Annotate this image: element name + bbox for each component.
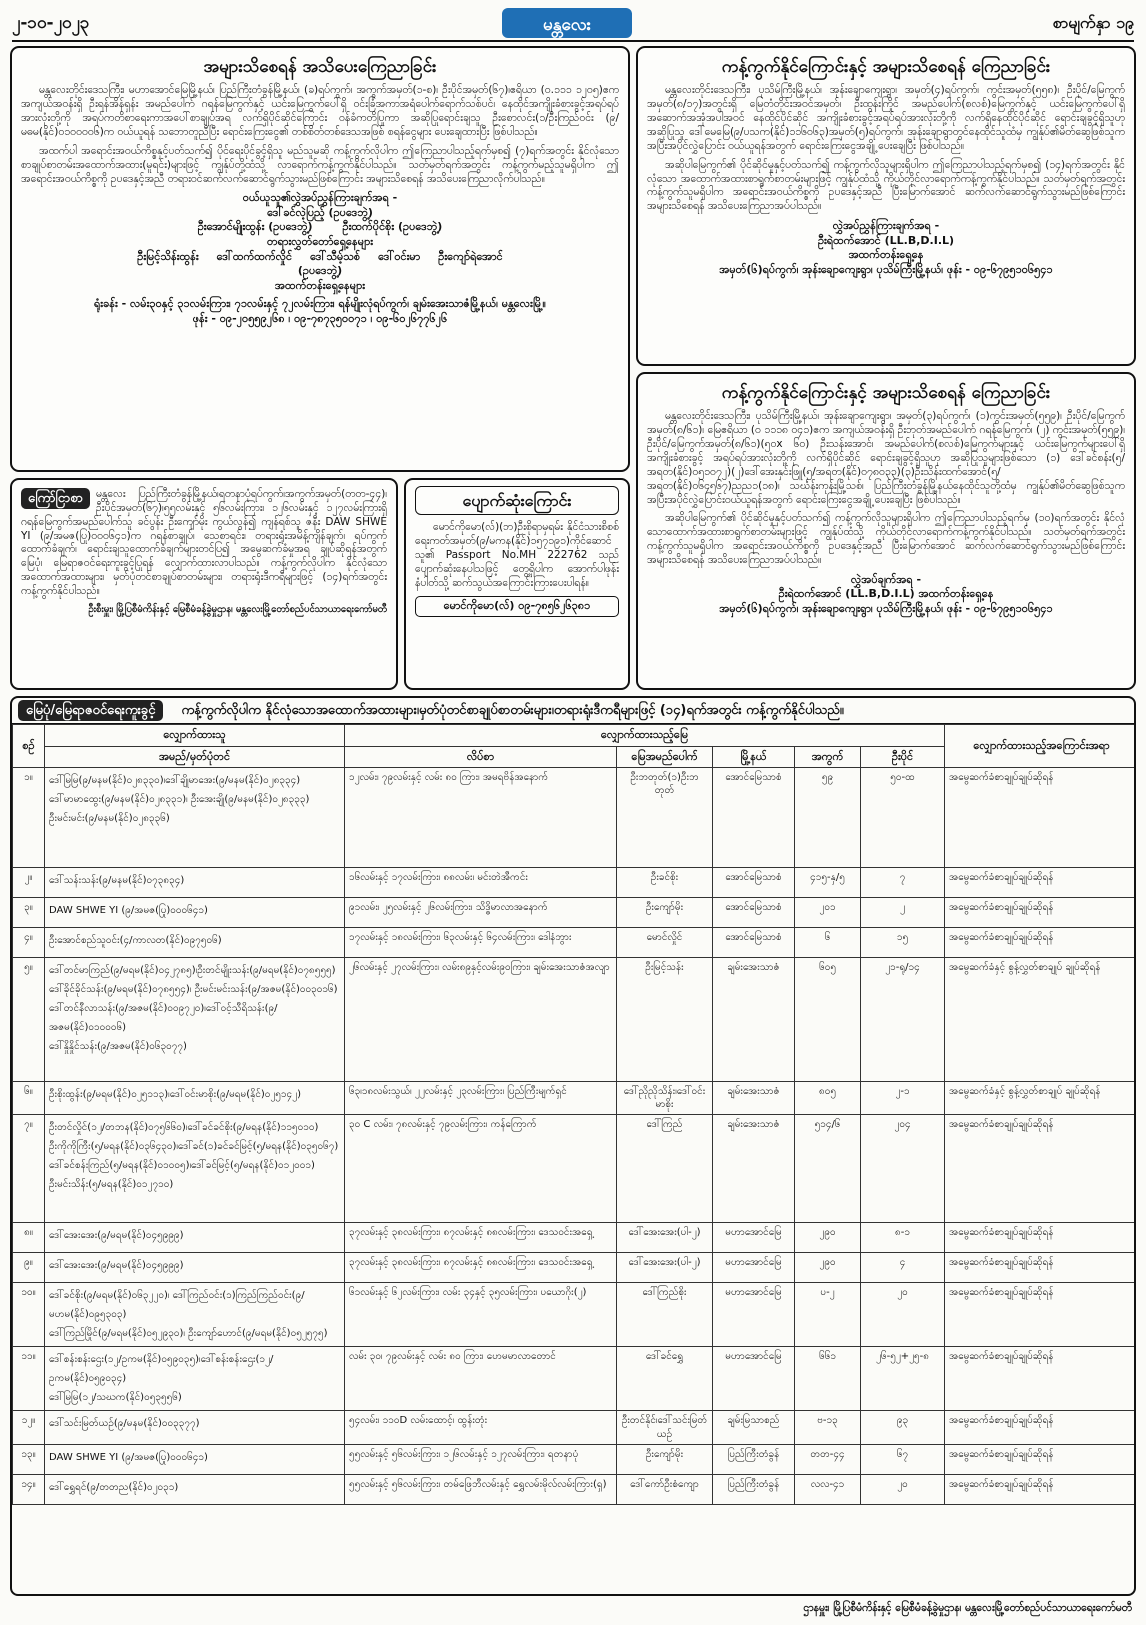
- row-number-cell: ၂။: [13, 868, 45, 898]
- plot-cell: ၆၇: [861, 1444, 945, 1474]
- reason-cell: အမွေဆက်ခံစာချုပ်ချုပ်ဆိုရန်: [945, 898, 1136, 928]
- sale-notice-degree: (ဥပဒေဘွဲ့): [297, 264, 343, 278]
- row-number-cell: ၉။: [13, 1253, 45, 1283]
- block-cell: ၈၀၅: [795, 1082, 861, 1115]
- reason-cell: အမွေဆက်ခံစာချုပ်ချုပ်ဆိုရန်: [945, 1115, 1136, 1223]
- applicant-name: ဦးစိုးထွန်း(၉/မရမ(နိုင်)၀၂၅၁၁၃)၊ဒေါ်ဝင်းမာစိုး(၉/မရမ(နိုင်)၀၂၅၁၄၂): [49, 1089, 301, 1101]
- township-cell: ပြည်ကြီးတံခွန်: [713, 1474, 795, 1504]
- block-cell: ၂၉၀: [795, 1253, 861, 1283]
- address-cell: ၁၂လမ်း၊ ၇၉လမ်းနှင့် လမ်း ၈၀ ကြား၊ အမရဗိန်အနောက်: [345, 768, 617, 868]
- row-number-cell: ၁။: [13, 768, 45, 868]
- township-cell: မဟာအောင်မြေ: [713, 1223, 795, 1253]
- plot-cell: ၂၀: [861, 1474, 945, 1504]
- applicant-name: DAW SHWE YI (၉/အမဇ(ပြု)၀၀၀၆၄၁): [49, 1451, 208, 1463]
- plot-cell: ၂၀၄: [861, 1115, 945, 1223]
- applicant-names-cell: [45, 1115, 345, 1223]
- plot-cell: ၉၃: [861, 1411, 945, 1444]
- block-cell: ၂၀၁: [795, 898, 861, 928]
- address-cell: ၃၀ C လမ်း၊ ၇၈လမ်းနှင့် ၇၉လမ်းကြား၊ ကန်ကြောက်: [345, 1115, 617, 1223]
- sale-notice-lawyer-7: ဒေါ်ဝင်းမာ: [378, 249, 421, 263]
- block-cell: ၆၆၁: [795, 1347, 861, 1411]
- reason-cell: အမွေဆက်ခံစာချုပ်ချုပ်ဆိုရန်: [945, 1223, 1136, 1253]
- township-cell: ချမ်းအေးသာဇံ: [713, 958, 795, 1082]
- col-header-plot: ဦးပိုင်: [861, 746, 945, 768]
- owner-cell: ဦးမြင့်သန်း: [617, 958, 713, 1082]
- table-row: [13, 768, 1137, 868]
- page-footer-credit: ဌာနမှူး၊ မြို့ပြစီမံကိန်းနှင့် မြေစီမံခန့်ခွဲမှုဌာန၊ မန္တလေးမြို့တော်စည်ပင်သာယာရေးကော်မတီ: [803, 1602, 1132, 1614]
- sale-notice-lawyer-3: ဦးထက်ပိုင်စိုး (ဥပဒေဘွဲ့): [342, 220, 443, 234]
- address-cell: ၆၃၊၁၈လမ်းသွယ်၊ ၂၂လမ်းနှင့် ၂၃လမ်းကြား၊ ပြည်ကြီးမျက်ရှင်: [345, 1082, 617, 1115]
- block-cell: ၅၉: [795, 768, 861, 868]
- block-cell: ၂၉၀: [795, 1223, 861, 1253]
- col-header-applicant: လျှောက်ထားသူ: [45, 725, 345, 747]
- plot-cell: ၅၀-ထ: [861, 768, 945, 868]
- objection-notice-1: [636, 46, 1136, 366]
- page-header: [12, 6, 1134, 42]
- sale-notice-lawyer-2: ဦးအောင်မျိုးထွန်း (ဥပဒေဘွဲ့): [197, 220, 313, 234]
- address-cell: ၆၁လမ်းနှင့် ၆၂လမ်းကြား၊ လမ်း ၃၄နှင့် ၃၅လမ်းကြား၊ ပယောဂိုး(၂): [345, 1283, 617, 1347]
- applicant-names-cell: [45, 1411, 345, 1444]
- objection-notice-1-signature-intro: လွှဲအပ်ညွှန်ကြားချက်အရ -: [832, 219, 940, 233]
- table-body: [13, 768, 1137, 1505]
- sale-notice-lawyer-row: [21, 220, 619, 235]
- applicant-name: ဒေါ်သန်းသန်း(၉/မနမ(နိုင်)၀၇၃၈၃၄): [49, 875, 185, 887]
- owner-cell: ဒေါ်အေးအေး(ပါ-၂): [617, 1223, 713, 1253]
- applicant-names-cell: [45, 958, 345, 1082]
- reason-cell: အမွေဆက်ခံစာချုပ်ချုပ်ဆိုရန်: [945, 1444, 1136, 1474]
- plot-cell: ၂-၁: [861, 1082, 945, 1115]
- advertisement-footer: ဦးစီးမှူး၊ မြို့ပြစီမံကိန်းနှင့် မြေစီမံခန့်ခွဲမှုဌာန၊ မန္တလေးမြို့တော်စည်ပင်သာယာရေးကော်မတီ: [88, 603, 387, 615]
- applicant-name: DAW SHWE YI (၉/အမဇ(ပြု)၀၀၀၆၄၁): [49, 905, 208, 917]
- objection-notice-2-lawyer: ဦးရဲထက်အောင် (LL.B,D.I.L) အထက်တန်းရှေ့နေ: [778, 587, 994, 601]
- applicant-names-cell: [45, 898, 345, 928]
- applicant-name: ဦးအောင်စည်သူဝင်း(၄/ကာလတ(နိုင်)၀၉၇၅၀၆): [49, 935, 222, 947]
- plot-cell: ၂၀: [861, 1283, 945, 1347]
- table-row: [13, 1283, 1137, 1347]
- table-row: [13, 1253, 1137, 1283]
- applicant-name: ဒေါ်တင်နီလာသန်း(၉/အဇမ(နိုင်)၀၀၉၇၂၀)၊ဒေါ်ဝင့်သီရိသန်း(၉/အဇမ(နိုင်)၀၁၀၀၀၆): [49, 1003, 278, 1034]
- address-cell: ၁၆လမ်းနှင့် ၁၇လမ်းကြား၊ ၈၈လမ်း၊ မင်းတဲအီကင်း: [345, 868, 617, 898]
- objection-notice-1-title: ကန့်ကွက်နိုင်ကြောင်းနှင့် အများသိစေရန် ကြေညာခြင်း: [721, 57, 1051, 77]
- reason-cell: အမွေဆက်ခံစာချုပ်ချုပ်ဆိုရန်: [945, 768, 1136, 868]
- objection-notice-2-paragraph-1: မန္တလေးတိုင်းဒေသကြီး၊ ပုသိမ်ကြီးမြို့နယ်၊ အုန်းချောကျေးရွာ၊ အမှတ်(၃)ရပ်ကွက်၊ (၁)ကွင်းအမှတ်(၅၅၉)၊ ဦးပိုင်/မြေကွက်အမှတ်(၈/၆၁)၊ မြေဧရိယာ (၀ ၁၁၁၈ ၀၄၁)ဧက အကျယ်အဝန်းရှိ ဦးဘုတ်အမည်ပေါက် ဂရန်မြေကွက်၊ (၂) ကွင်းအမှတ်(၅၅၉)၊ ဦးပိုင်/မြေကွက်အမှတ်(၈/၆၁)(၅၀x ၆၀) ဦးသန်းအောင်၊ အမည်ပေါက်(စလစ်)မြေကွက်များနှင့် ယင်းမြေကွက်များပေါ်ရှိ အကျိုးခံစားခွင့် အရပ်ရပ်အားလုံးတို့ကို လက်ရှိပိုင်ဆိုင် ရောင်းချခွင့်ရှိသူဟု အဆိုပြုသူများဖြစ်သော (၁) ဒေါ်ခင်စန်း(၅/အရတ(နိုင်)၀၅၁၀၇၂)(၂)ဒေါ်အေးနှင်းဖြူ(၅/အရတ(နိုင်)၀၇၈၀၃၃)(၃)ဦးသိန်းထက်အောင်(၅/အရတ(နိုင်)၀၆၄၅၆၇)ညည၁(၁၈)၊ သင်္ဃန်းကုန်းမြို့သစ်၊ ပြည်ကြီးတံခွန်မြို့နယ်နေထိုင်သူတို့ထံမှ ကျွန်ုပ်၏မိတ်ဆွေဖြစ်သူက အပြီးအပိုင်လွှဲပြောင်းဝယ်ယူရန်အတွက် ရောင်းကြေးငွေအချို့ ပေးချေပြီး ဖြစ်ပါသည်။: [647, 410, 1125, 506]
- address-cell: ၅၅လမ်းနှင့် ၅၆လမ်းကြား၊ တမ်ဖြေဘီလမ်းနှင့် ရွှေလမ်းမိုလ်လမ်းကြား(ရှ): [345, 1474, 617, 1504]
- advertisement-body: မန္တလေး ပြည်ကြီးတံခွန်မြို့နယ်၊ရတနာပုံရပ်ကွက်၊အကွက်အမှတ်(တတ-၄၄)၊ ဦးပိုင်အမှတ်(၆၇)၊၅၅လမ်းနှင့် ၅၆လမ်းကြား၊ ၁၂၆လမ်းနှင့် ၁၂၇လမ်းကြားရှိ ဂရန်မြေကွက်အမည်ပေါက်သူ ခင်ပွန်း ဦးကျော်မိုး ကွယ်လွန်၍ ကျန်ရစ်သူ ဇနီး DAW SHWE YI (၉/အမဇ(ပြု)၀၀၀၆၄၁)က ဂရန်စာချုပ်၊ သေစာရင်း၊ တရားရုံးအမိန့်ကျိန်ချက်၊ ရပ်ကွက်ထောက်ခံချက်၊ ရောင်းချသူထောက်ခံချက်များတင်ပြ၍ အမွေဆက်ခံမှုအရ ချုပ်ဆိုရန်အတွက် မြေပုံ၊ မြေရာဇဝင်ရေးကူးခွင့်ပြုရန် လျှောက်ထားလာပါသည်။ ကန့်ကွက်လိုပါက နိုင်လုံသော အထောက်အထားများ၊ မှတ်ပုံတင်စာချုပ်စာတမ်းများ၊ တရားရုံးဒီကရီများဖြင့် (၁၄)ရက်အတွင်း ကန့်ကွက်နိုင်ပါသည်။: [21, 488, 387, 598]
- block-cell: ၅၁၄/၆: [795, 1115, 861, 1223]
- address-cell: ၃၇လမ်းနှင့် ၃၈လမ်းကြား၊ ၈၇လမ်းနှင့် ၈၈လမ်းကြား၊ ဒေသဝင်းအရှေ့: [345, 1253, 617, 1283]
- applicant-name: ဒေါ်ခင်စန်းကြည်(၅/မရန(နိုင်)၀၁၀၀၅)၊ဒေါ်ခင်မြင့်(၅/မရန(နိုင်)၀၁၂၀၀၁): [49, 1160, 315, 1172]
- col-header-applicant-sub: အမည်/မှတ်ပုံတင်: [45, 746, 345, 768]
- owner-cell: ဦးကျော်မိုး: [617, 898, 713, 928]
- applicant-name: ဦးကိုကိုကြီး(၅/မရန(နိုင်)၀၃၆၄၃၀)၊ဒေါ်ခင်(၁)ခင်ခင်မြင့်(၅/မရန(နိုင်)၀၃၅၀၆၇): [49, 1141, 339, 1153]
- address-cell: ၅၄လမ်း၊ ၁၁၀D လမ်းထောင့်၊ ထွန်းတုံး: [345, 1411, 617, 1444]
- table-caption-bar: [12, 698, 1134, 724]
- sale-notice-paragraph-1: မန္တလေးတိုင်းဒေသကြီး၊ မဟာအောင်မြေမြို့နယ်၊ ပြည်ကြီးတံခွန်မြို့နယ်၊ (ခ)ရပ်ကွက်၊ အကွက်အမှတ်(၁-စ)၊ ဦးပိုင်အမှတ်(၆၇)၊ဧရိယာ (၀.၁၁၁ ၁၂၀၅)ဧက အကျယ်အဝန်းရှိ ဦးရန်အိန်ရှန်း အမည်ပေါက် ဂရန်မြေကွက်နှင့် ယင်းမြေကွက်ပေါ်ရှိ ဝင်းခြံအကာအရံပေါက်ရောက်သစ်ပင်၊ နေထိုင်အကျိုးခံစားခွင့်အရပ်ရပ်အားလုံးတို့ကို အရပ်ကတိစာရေးကာအပေါ်စာချုပ်အရ လက်ရှိပိုင်ဆိုင်ကြောင်း ဝန်ခံကတိပြုကာ အဆိုပြုရောင်းချသူ ဦးစောလင်း(၁/ဦးကြည်ဝင်း (၉/မဓမ(နိုင်)၀၁၀၀၀၀၆)က ဝယ်ယူရန် သဘောတူညီပြီး ရောင်းကြေးငွေ၏ တစ်စိတ်တစ်ဒေသအဖြစ် စရန်ငွေများ ပေးချေထားပြီး ဖြစ်ပါသည်။: [21, 84, 619, 139]
- col-header-township: မြို့နယ်: [713, 746, 795, 768]
- plot-cell: ၇: [861, 868, 945, 898]
- township-cell: အောင်မြေသာစံ: [713, 768, 795, 868]
- col-header-block: အကွက်: [795, 746, 861, 768]
- table-row: [13, 1347, 1137, 1411]
- block-cell: ၄၁၅-နှ/၅: [795, 868, 861, 898]
- lost-notice-contact: မောင်ကိုမော(လ်) ၀၉-၇၈၅၆၂၆၃၈၁: [415, 596, 619, 617]
- township-cell: အောင်မြေသာစံ: [713, 898, 795, 928]
- lost-notice-body: မောင်ကိုမော(လ်)(ဘ)ဦးစိုရာမှရမ်း နိုင်ငံသားစိစစ်ရေးကတ်အမှတ်(၉/မကန(နိုင်)၁၅၇၁၉၁)ကိုင်ဆောင်သူ၏ Passport No.MH 222762 သည် ပျောက်ဆုံးနေပါသဖြင့် တွေ့ရှိပါက အောက်ပါဖုန်းနံပါတ်သို့ ဆက်သွယ်အကြောင်းကြားပေးပါရန်။: [415, 521, 619, 589]
- township-cell: အောင်မြေသာစံ: [713, 928, 795, 958]
- applicant-name: ဒေါ်အေးအေး(၉/မရမ(နိုင်)၀၄၅၉၉၉): [49, 1230, 184, 1242]
- applicant-name: ဒေါ်ရွှေရင်(၉/တတည(နိုင်)၀၂၀၃၁): [49, 1481, 179, 1493]
- address-cell: လမ်း ၃၀၊ ၇၉လမ်းနှင့် လမ်း ၈၀ ကြား၊ ဟေမမာလာတောင်: [345, 1347, 617, 1411]
- sale-notice-lawyer-row-2: [21, 250, 619, 265]
- sale-notice-senior-title: အထက်တန်းရှေ့နေများ: [274, 278, 366, 292]
- applicant-name: ဦးမင်းမင်း(၉/မနမ(နိုင်)၀၂၈၃၃၆): [49, 813, 170, 825]
- township-cell: မဟာအောင်မြေ: [713, 1347, 795, 1411]
- table-caption: ကန့်ကွက်လိုပါက နိုင်လုံသောအထောက်အထားများ၊မှတ်ပုံတင်စာချုပ်စာတမ်းများ၊တရားရုံးဒီကရီများဖြင့် (၁၄)ရက်အတွင်း ကန့်ကွက်နိုင်ပါသည်။: [181, 702, 844, 718]
- objection-notice-2-signature-intro: လွှဲအပ်ချက်အရ -: [850, 572, 922, 586]
- plot-cell: ၂၁-ရု/၁၄: [861, 958, 945, 1082]
- table-row: [13, 1223, 1137, 1253]
- objection-notice-2-paragraph-2: အဆိုပါမြေကွက်၏ ပိုင်ဆိုင်မှုနှင့်ပတ်သက်၍ ကန့်ကွက်လိုသူများရှိပါက ဤကြေညာပါသည့်ရက်မှ (၁၀)ရက်အတွင်း နိုင်လုံသောထောက်အထားစာရွက်စာတမ်းများဖြင့် ကျွန်ုပ်ထံသို့ ကိုယ်တိုင်လာရောက်ကန့်ကွက်နိုင်ပါသည်။ သတ်မှတ်ရက်အတွင်း ကန့်ကွက်သူမရှိပါက အရောင်းအဝယ်ကိစ္စကို ဥပဒေနှင့်အညီ ပြီးမြောက်အောင် ဆက်လက်ဆောင်ရွက်သွားမည်ဖြစ်ကြောင်း အများသိစေရန် အသိပေးကြေညာအပ်ပါသည်။: [647, 512, 1125, 567]
- table-tag: မြေပုံ/မြေရာဇဝင်ရေးကူးခွင့်: [18, 700, 163, 721]
- row-number-cell: ၃။: [13, 898, 45, 928]
- block-cell: ပ-၂: [795, 1283, 861, 1347]
- address-cell: ၂၆လမ်းနှင့် ၂၇လမ်းကြား၊ လမ်း၈၉နှင့်လမ်း၉၀ကြား၊ ချမ်းအေးသာဇံအလျာ: [345, 958, 617, 1082]
- block-cell: တတ-၄၄: [795, 1444, 861, 1474]
- block-cell: လလ-၄၁: [795, 1474, 861, 1504]
- row-number-cell: ၁၄။: [13, 1474, 45, 1504]
- applicant-names-cell: [45, 868, 345, 898]
- township-cell: ချမ်းအေးသာဇံ: [713, 1082, 795, 1115]
- table-row: [13, 1444, 1137, 1474]
- land-records-table-panel: [10, 696, 1136, 1596]
- reason-cell: အမွေဆက်ခံစာချုပ်ချုပ်ဆိုရန်: [945, 1474, 1136, 1504]
- table-row: [13, 928, 1137, 958]
- plot-cell: ၈-၁: [861, 1223, 945, 1253]
- sale-notice-box: [10, 46, 630, 472]
- applicant-name: ဒေါ်ခင်စိုး(၉/မရမ(နိုင်)၀၆၃၂၂၀)၊ ဒေါ်ကြည်ဝင်း(၁)ကြည်ကြည်ဝင်း(၉/မဟမ(နိုင်)၀၉၅၃၀၃): [49, 1290, 305, 1321]
- col-header-address: လိပ်စာ: [345, 746, 617, 768]
- table-row: [13, 898, 1137, 928]
- sale-notice-lawyer-8: ဦးကျော်ရဲအောင်: [438, 249, 503, 263]
- block-cell: ၆၀၅: [795, 958, 861, 1082]
- applicant-name: ဒေါ်သင်းမြတ်ယဉ်(၉/မနမ(နိုင်)၀၀၃၃၇၇): [49, 1418, 200, 1430]
- reason-cell: အမွေဆက်ခံစာချုပ်ချုပ်ဆိုရန်: [945, 868, 1136, 898]
- row-number-cell: ၁၂။: [13, 1411, 45, 1444]
- plot-cell: ၁၅: [861, 928, 945, 958]
- applicant-name: ဒေါ်တင်မာကြည်(၉/မရမ(နိုင်)၀၄၂၇၈၅)၊ဦးတင်မျိုးသန်း(၉/မရမ(နိုင်)၀၇၈၅၅၅): [49, 965, 336, 977]
- sale-notice-address: ရုံးခန်း - လမ်း၃၀နှင့် ၃၁လမ်းကြား၊ ၇၁လမ်းနှင့် ၇၂လမ်းကြား၊ ရန်မျိုးလုံရပ်ကွက်၊ ချမ်းအေးသာဇံမြို့နယ်၊ မန္တလေးမြို့။: [93, 297, 547, 311]
- issue-date: ၂-၁၀-၂၀၂၃: [12, 13, 90, 33]
- sale-notice-lawyer-4: ဦးမြင့်သိန်းထွန်း: [137, 249, 199, 263]
- land-records-table: [12, 724, 1136, 1505]
- objection-notice-2-address: အမှတ်(၆)ရပ်ကွက်၊ အုန်းချောကျေးရွာ၊ ပုသိမ်ကြီးမြို့နယ်၊ ဖုန်း - ၀၉-၆၇၉၅၁၀၆၅၄၁: [719, 601, 1053, 615]
- applicant-names-cell: [45, 1474, 345, 1504]
- row-number-cell: ၅။: [13, 958, 45, 1082]
- applicant-name: ဒေါ်မြမြ(၁၂/သဃက(နိုင်)၀၅၃၅၅၆): [49, 1392, 182, 1404]
- table-row: [13, 1411, 1137, 1444]
- row-number-cell: ၄။: [13, 928, 45, 958]
- lost-notice-title: ပျောက်ဆုံးကြောင်း: [415, 486, 619, 515]
- township-cell: ပြည်ကြီးတံခွန်: [713, 1444, 795, 1474]
- owner-cell: ဒေါ်အေးအေး(ပါ-၂): [617, 1253, 713, 1283]
- table-row: [13, 1474, 1137, 1504]
- objection-notice-1-paragraph-1: မန္တလေးတိုင်းဒေသကြီး၊ ပုသိမ်ကြီးမြို့နယ်၊ အုန်းချောကျေးရွာ၊ အမှတ်(၄)ရပ်ကွက်၊ ကွင်းအမှတ်(၅၅၈)၊ ဦးပိုင်/မြေကွက်အမှတ်(၈/၁၇)အတွင်းရှိ မြေတံတိုင်းအဝင်အမှတ်၊ ဦးထွန်းကြိုင် အမည်ပေါက်(စလစ်)မြေကွက်နှင့် ယင်းမြေကွက်ပေါ်ရှိ အဆောက်အအုံအပါအဝင် နေထိုင်ပိုင်ဆိုင် အကျိုးခံစားခွင့်အရပ်ရပ်အားလုံးတို့ကို လက်ရှိနေထိုင်ပိုင်ဆိုင် ရောင်းချခွင့်ရှိသူဟု အဆိုပြုသူ ဒေါ်မေမြေ(၉/ပသက(နိုင်)၁၁၆၀၆၃)အမှတ်(၅)ရပ်ကွက်၊ အုန်းချောရွာတွင်နေထိုင်သူထံမှ ကျွန်ုပ်၏မိတ်ဆွေဖြစ်သူက အပြီးအပိုင်လွှဲပြောင်း ဝယ်ယူရန်အတွက် ရောင်းကြေးငွေအချို့ ပေးချေပြီး ဖြစ်ပါသည်။: [647, 84, 1125, 152]
- address-cell: ၉၁လမ်း၊ ၂၅လမ်းနှင့် ၂၆လမ်းကြား၊ သိဒ္ဓိမာလာအနောက်: [345, 898, 617, 928]
- advertisement-box: [10, 478, 398, 690]
- owner-cell: ဒေါ်ကြည်စိုး: [617, 1283, 713, 1347]
- applicant-name: ဒေါ်ကြည်မြိုင်(၉/မရမ(နိုင်)၀၅၂၉၃၀)၊ ဦးကျော်ဟောင်(၉/မရမ(နိုင်)၀၅၂၅၇၅): [49, 1328, 328, 1340]
- plot-cell: ၂၆-၅၂+၂၅-၈: [861, 1347, 945, 1411]
- sale-notice-phone: ဖုန်း - ၀၉-၂၀၅၅၉၂၆၈ ၊ ၀၉-၇၈၇၃၅၀၀၇၁ ၊ ၀၉-၆၀၂၆၇၇၆၂၆: [192, 311, 448, 325]
- applicant-names-cell: [45, 1082, 345, 1115]
- applicant-names-cell: [45, 1253, 345, 1283]
- reason-cell: အမွေဆက်ခံစာချုပ်ချုပ်ဆိုရန်: [945, 1253, 1136, 1283]
- applicant-names-cell: [45, 928, 345, 958]
- applicant-names-cell: [45, 768, 345, 868]
- row-number-cell: ၈။: [13, 1223, 45, 1253]
- table-row: [13, 868, 1137, 898]
- objection-notice-1-lawyer-title: အထက်တန်းရှေ့နေ: [848, 248, 924, 262]
- reason-cell: အမွေဆက်ခံစာချုပ်ချုပ်ဆိုရန်: [945, 928, 1136, 958]
- objection-notice-1-address: အမှတ်(၆)ရပ်ကွက်၊ အုန်းချောကျေးရွာ၊ ပုသိမ်ကြီးမြို့နယ်၊ ဖုန်း - ၀၉-၆၇၉၅၁၀၆၅၄၁: [719, 262, 1053, 276]
- block-cell: ၆: [795, 928, 861, 958]
- reason-cell: အမွေဆက်ခံနှင့် စွန့်လွှတ်စာချုပ် ချုပ်ဆိုရန်: [945, 958, 1136, 1082]
- applicant-name: ဦးမင်းသိန်း(၅/မရန(နိုင်)၀၁၂၇၁၀): [49, 1179, 174, 1191]
- township-cell: အောင်မြေသာစံ: [713, 868, 795, 898]
- lost-notice-box: [404, 478, 630, 690]
- col-header-no: စဉ်: [13, 725, 45, 768]
- sale-notice-signature-intro: ဝယ်ယူသူ၏လွှဲအပ်ညွှန်ကြားချက်အရ -: [242, 191, 398, 205]
- applicant-name: ဒေါ်စန်းစန်းဌေး(၁၂/ဥကမ(နိုင်)၀၅၉၀၃၅)၊ဒေါ်စန်းစန်းဌေး(၁၂/ဥကမ(နိုင်)၀၅၉၀၃၄): [49, 1354, 274, 1385]
- owner-cell: ဦးခင်စိုး: [617, 868, 713, 898]
- owner-cell: ဒေါ်ညိုညိုသိန်း၊ဒေါ်ဝင်းမာစိုး: [617, 1082, 713, 1115]
- sale-notice-title: အများသိစေရန် အသိပေးကြေညာခြင်း: [203, 57, 437, 77]
- row-number-cell: ၇။: [13, 1115, 45, 1223]
- reason-cell: အမွေဆက်ခံစာချုပ်ချုပ်ဆိုရန်: [945, 1347, 1136, 1411]
- newspaper-logo: [502, 6, 632, 42]
- township-cell: ချမ်းအေးသာဇံ: [713, 1115, 795, 1223]
- col-header-land: လျှောက်ထားသည့်မြေ: [345, 725, 945, 747]
- objection-notice-1-lawyer: ဦးရဲထက်အောင် (LL.B,D.I.L): [817, 233, 955, 247]
- row-number-cell: ၆။: [13, 1082, 45, 1115]
- address-cell: ၃၇လမ်းနှင့် ၃၈လမ်းကြား၊ ၈၇လမ်းနှင့် ၈၈လမ်းကြား၊ ဒေသဝင်းအရှေ့: [345, 1223, 617, 1253]
- owner-cell: ဦးကျော်မိုး: [617, 1444, 713, 1474]
- applicant-name: ဒေါ်မြမြ(၉/မနမ(နိုင်)၀၂၈၃၃၀)၊ဒေါ်ချိုမာအေး(၉/မနမ(နိုင်)၀၂၈၃၃၄): [49, 775, 301, 787]
- col-header-owner: မြေအမည်ပေါက်: [617, 746, 713, 768]
- applicant-name: ဒေါ်ခိုင်ခိုင်သန်း(၉/မရမ(နိုင်)၀၇၈၅၅၄)၊ ဦးမင်းမင်းသန်း(၉/အဇမ(နိုင်)၀၀၃၀၁၆): [49, 984, 338, 996]
- block-cell: ဗ-၁၃: [795, 1411, 861, 1444]
- address-cell: ၁၇လမ်းနှင့် ၁၈လမ်းကြား၊ ၆၃လမ်းနှင့် ၆၄လမ်းကြား၊ ဒေါနံဘွား: [345, 928, 617, 958]
- applicant-name: ဒေါ်အေးအေး(၉/မရမ(နိုင်)၀၄၅၉၉၉): [49, 1260, 184, 1272]
- advertisement-tag: ကြော်ငြာစာ: [21, 488, 90, 509]
- applicant-name: ဦးတင်လှိုင်(၁၂/တဘန(နိုင်)၀၇၅၆၆၀)၊ဒေါ်ခင်ခင်စိုး(၉/မရန(နိုင်)၁၁၅၀၁၀): [49, 1122, 319, 1134]
- table-row: [13, 1115, 1137, 1223]
- sale-notice-lawyer-6: ဒေါ်သီမ့်သစ်: [310, 249, 361, 263]
- applicant-names-cell: [45, 1347, 345, 1411]
- applicant-names-cell: [45, 1223, 345, 1253]
- applicant-name: ဒေါ်မာမာထွေး(၉/မနမ(နိုင်)၀၂၈၃၃၁)၊ ဦးအေးချို(၉/မနမ(နိုင်)၀၂၈၃၃၃): [49, 794, 310, 806]
- sale-notice-lawyer-title: တရားလွှတ်တော်ရှေ့နေများ: [266, 235, 374, 248]
- table-row: [13, 1082, 1137, 1115]
- township-cell: မဟာအောင်မြေ: [713, 1283, 795, 1347]
- owner-cell: ဒေါ်ခင်ရွှေ: [617, 1347, 713, 1411]
- objection-notice-2-title: ကန့်ကွက်နိုင်ကြောင်းနှင့် အများသိစေရန် ကြေညာခြင်း: [721, 383, 1051, 403]
- objection-notice-2: [636, 372, 1136, 690]
- table-row: [13, 958, 1137, 1082]
- owner-cell: ဦးဘတုတ်(၁)ဦးဘတုတ်: [617, 768, 713, 868]
- township-cell: ချမ်းမြသာစည်: [713, 1411, 795, 1444]
- applicant-names-cell: [45, 1444, 345, 1474]
- objection-notice-1-paragraph-2: အဆိုပါမြေကွက်၏ ပိုင်ဆိုင်မှုနှင့်ပတ်သက်၍ ကန့်ကွက်လိုသူများရှိပါက ဤကြေညာပါသည့်ရက်မှစ၍ (၁၄)ရက်အတွင်း နိုင်လုံသော အထောက်အထားစာရွက်စာတမ်းများဖြင့် ကျွန်ုပ်ထံသို့ ကိုယ်တိုင်လာရောက်ကန့်ကွက်နိုင်ပါသည်။ သတ်မှတ်ရက်အတွင်း ကန့်ကွက်သူမရှိပါက အရောင်းအဝယ်ကိစ္စကို ဥပဒေနှင့်အညီ ပြီးမြောက်အောင် ဆက်လက်ဆောင်ရွက်သွားမည်ဖြစ်ကြောင်း အများသိစေရန် အသိပေးကြေညာအပ်ပါသည်။: [647, 158, 1125, 213]
- col-header-reason: လျှောက်ထားသည့်အကြောင်းအရာ: [945, 725, 1136, 768]
- sale-notice-paragraph-2: အထက်ပါ အရောင်းအဝယ်ကိစ္စနှင့်ပတ်သက်၍ ပိုင်ရေးပိုင်ခွင့်ရှိသူ မည်သူမဆို ကန့်ကွက်လိုပါက ဤကြေညာပါသည့်ရက်မှစ၍ (၇)ရက်အတွင်း နိုင်လုံသောစာချုပ်စာတမ်းအထောက်အထား(မူရင်း)များဖြင့် ကျွန်ုပ်တို့ထံသို့ လာရောက်ကန့်ကွက်နိုင်ပါသည်။ သတ်မှတ်ရက်အတွင်း ကန့်ကွက်မည့်သူမရှိပါက ဤအရောင်းအဝယ်ကိစ္စကို ဥပဒေနှင့်အညီ တရားဝင်ဆက်လက်ဆောင်ရွက်သွားမည်ဖြစ်ကြောင်း အများသိစေရန် အသိပေးကြေညာလိုက်ပါသည်။: [21, 144, 619, 185]
- applicant-name: ဒေါ်နှိုနှိုင်သန်း(၉/အဇမ(နိုင်)၀၆၃၀၇၇): [49, 1041, 187, 1053]
- applicant-names-cell: [45, 1283, 345, 1347]
- page-number: စာမျက်နှာ ၁၉: [1052, 13, 1134, 32]
- owner-cell: ဦးတင်နိုင်၊ဒေါ်သင်းမြတ်ယဉ်: [617, 1411, 713, 1444]
- owner-cell: မောင်လှိုင်: [617, 928, 713, 958]
- row-number-cell: ၁၃။: [13, 1444, 45, 1474]
- svg-text:မန္တလေး: မန္တလေး: [543, 15, 591, 35]
- plot-cell: ၄: [861, 1253, 945, 1283]
- township-cell: မဟာအောင်မြေ: [713, 1253, 795, 1283]
- row-number-cell: ၁၁။: [13, 1347, 45, 1411]
- reason-cell: အမွေဆက်ခံနှင့် စွန့်လွှတ်စာချုပ် ချုပ်ဆိုရန်: [945, 1082, 1136, 1115]
- address-cell: ၅၅လမ်းနှင့် ၅၆လမ်းကြား၊ ၁၂၆လမ်းနှင့် ၁၂၇လမ်းကြား၊ ရတနာပုံ: [345, 1444, 617, 1474]
- plot-cell: ၂: [861, 898, 945, 928]
- reason-cell: အမွေဆက်ခံစာချုပ်ချုပ်ဆိုရန်: [945, 1411, 1136, 1444]
- owner-cell: ဒေါ်ကော်ဦးစံကျော: [617, 1474, 713, 1504]
- sale-notice-lawyer-1: ဒေါ်ခင်လဲ့ပြည့် (ဥပဒေဘွဲ့): [267, 205, 373, 219]
- owner-cell: ဒေါ်ကြည်: [617, 1115, 713, 1223]
- sale-notice-lawyer-5: ဒေါ်ထက်ထက်လှိုင်: [216, 249, 293, 263]
- reason-cell: အမွေဆက်ခံစာချုပ်ချုပ်ဆိုရန်: [945, 1283, 1136, 1347]
- row-number-cell: ၁၀။: [13, 1283, 45, 1347]
